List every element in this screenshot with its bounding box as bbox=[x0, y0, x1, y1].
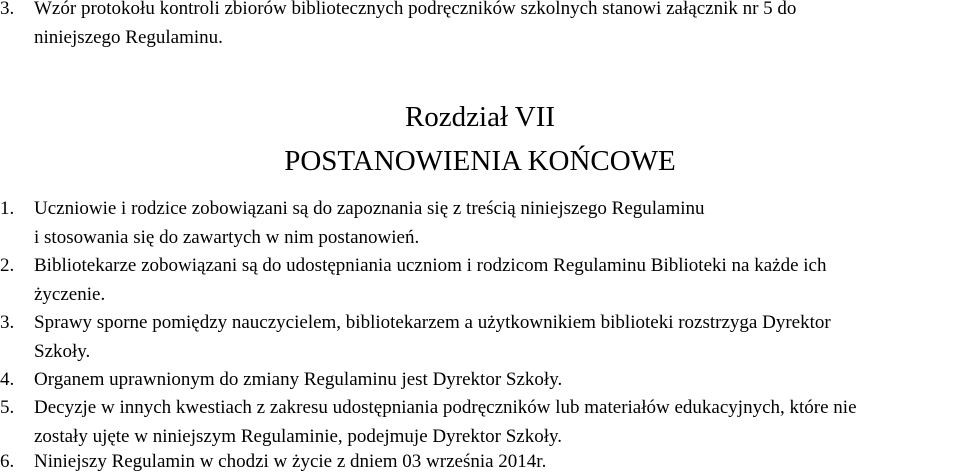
list-number: 2. bbox=[0, 255, 15, 276]
text-line: i stosowania się do zawartych w nim postanowień. bbox=[34, 227, 420, 248]
list-number: 3. bbox=[0, 312, 15, 333]
list-text bbox=[34, 0, 955, 52]
text-line: Sprawy sporne pomiędzy nauczycielem, bibliotekarzem a użytkownikiem biblioteki rozstrzyga Dyrektor bbox=[34, 312, 831, 333]
text-line: Szkoły. bbox=[34, 341, 91, 362]
list-number: 5. bbox=[0, 397, 15, 418]
list-number: 6. bbox=[0, 451, 15, 472]
text-line: Decyzje w innych kwestiach z zakresu udostępniania podręczników lub materiałów edukacyjnych, które nie bbox=[34, 397, 857, 418]
text-line: zostały ujęte w niniejszym Regulaminie, podejmuje Dyrektor Szkoły. bbox=[34, 426, 563, 447]
chapter-subtitle: POSTANOWIENIA KOŃCOWE bbox=[284, 145, 676, 177]
text-line: Bibliotekarze zobowiązani są do udostępniania uczniom i rodzicom Regulaminu Biblioteki na każde ich bbox=[34, 255, 827, 276]
list-text bbox=[34, 251, 955, 309]
list-number: 3. bbox=[0, 0, 15, 19]
list-text bbox=[34, 308, 955, 366]
list-number: 1. bbox=[0, 198, 15, 219]
text-line: Uczniowie i rodzice zobowiązani są do zapoznania się z treścią niniejszego Regulaminu bbox=[34, 198, 705, 219]
text-line: Organem uprawnionym do zmiany Regulaminu jest Dyrektor Szkoły. bbox=[34, 369, 563, 390]
list-text bbox=[34, 393, 955, 451]
text-line: życzenie. bbox=[34, 284, 106, 305]
list-number: 4. bbox=[0, 369, 15, 390]
list-text bbox=[34, 194, 955, 252]
chapter-title: Rozdział VII bbox=[404, 101, 556, 133]
list-text bbox=[34, 365, 955, 394]
text-line: niniejszego Regulaminu. bbox=[34, 27, 223, 48]
list-text bbox=[34, 447, 955, 476]
text-line: Niniejszy Regulamin w chodzi w życie z dniem 03 września 2014r. bbox=[34, 451, 547, 472]
text-line: Wzór protokołu kontroli zbiorów bibliotecznych podręczników szkolnych stanowi załącznik nr 5 do bbox=[34, 0, 797, 19]
